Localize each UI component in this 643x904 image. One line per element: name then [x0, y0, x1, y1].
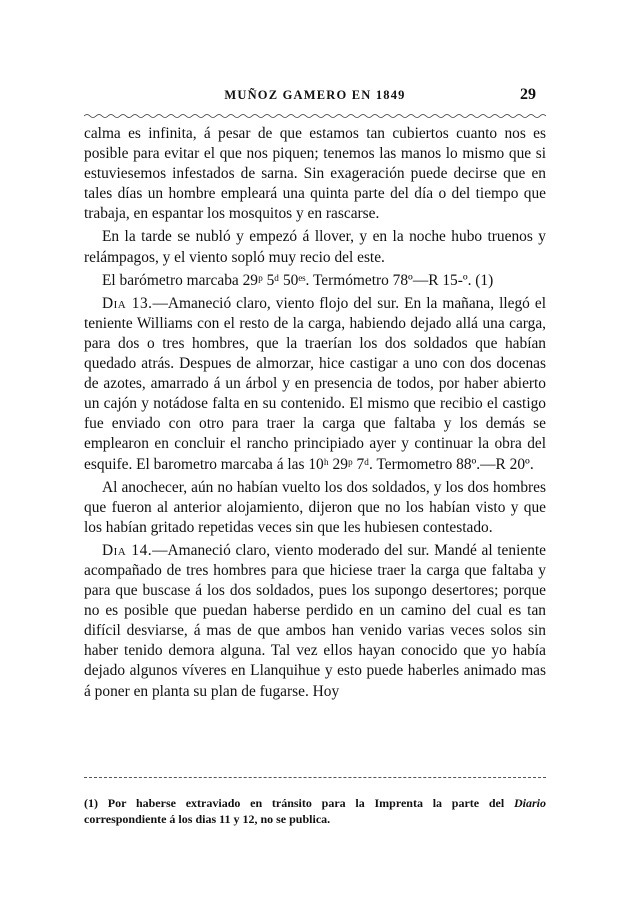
day-13-label: Dia 13. [102, 294, 153, 312]
paragraph-nightfall: Al anochecer, aún no habían vuelto los dos soldados, y los dos hombres que fueron al anterior alojamiento, dijeron que no los habían visto y que los habían gritado repetidas veces sin que les hubiesen contestado. [84, 478, 546, 536]
paragraph-barometer: El barómetro marcaba 29ᵖ 5ᵈ 50ᵉˢ. Termómetro 78º—R 15-º. (1) [102, 271, 494, 289]
footnote-diario: Diario [513, 796, 546, 810]
footnote-prefix: (1) Por haberse extraviado en tránsito para la Imprenta la parte del [84, 796, 505, 810]
paragraph-day-14 [84, 541, 546, 702]
day-14-label: Dia 14. [102, 541, 153, 559]
running-title: MUÑOZ GAMERO EN 1849 [224, 88, 406, 102]
day-13-text: —Amaneció claro, viento flojo del sur. En la mañana, llegó el teniente Williams con el resto de la carga, habiendo dejado allá una carga, para dos o tres hombres, que la traerían los dos soldados que habían quedado atrás. Despues de almorzar, hice castigar a uno con dos docenas de azotes, amarrado á un árbol y en presencia de todos, por haber abierto un cajón y notádose falta en su contenido. El mismo que recibio el castigo fue enviado con otro para traer la carga que faltaba y los demás se emplearon en concluir el rancho principiado ayer y continuar la obra del esquife. El barometro marcaba á las 10ʰ 29ᵖ 7ᵈ. Termometro 88º.—R 20º. [84, 294, 547, 473]
footnote-suffix: correspondiente á los dias 11 y 12, no se publica. [84, 812, 331, 826]
footnote [84, 795, 546, 827]
paragraph-continuation: calma es infinita, á pesar de que estamos tan cubiertos cuanto nos es posible para evitar el que nos piquen; tenemos las manos lo mismo que si estuviesemos infestados de sarna. Sin exageración puede decirse que en tales días un hombre empleará una quinta parte del día o del tiempo que trabaja, en espantar los mosquitos y en rascarse. [84, 125, 546, 223]
header-wavy-rule [84, 112, 546, 120]
paragraph-day-13 [84, 294, 546, 475]
footnote-divider [84, 777, 546, 778]
day-14-text: —Amaneció claro, viento moderado del sur. Mandé al teniente acompañado de tres hombres para que hiciese traer la carga que faltaba y para que buscase á los dos soldados, pues los supongo desertores; porque no es posible que puedan haberse perdido en un camino del cual es tan difícil desviarse, á mas de que ambos han venido varias veces solos sin haber tenido demora alguna. Tal vez ellos hayan conocido que yo había dejado algunos víveres en Llanquihue y esto puede haberles animado mas á poner en planta su plan de fugarse. Hoy [84, 541, 546, 700]
main-text [84, 124, 546, 705]
page-number: 29 [520, 86, 536, 103]
page-header [84, 88, 546, 112]
paragraph-afternoon-weather: En la tarde se nubló y empezó á llover, y en la noche hubo truenos y relámpagos, y el viento sopló muy recio del este. [84, 228, 546, 266]
